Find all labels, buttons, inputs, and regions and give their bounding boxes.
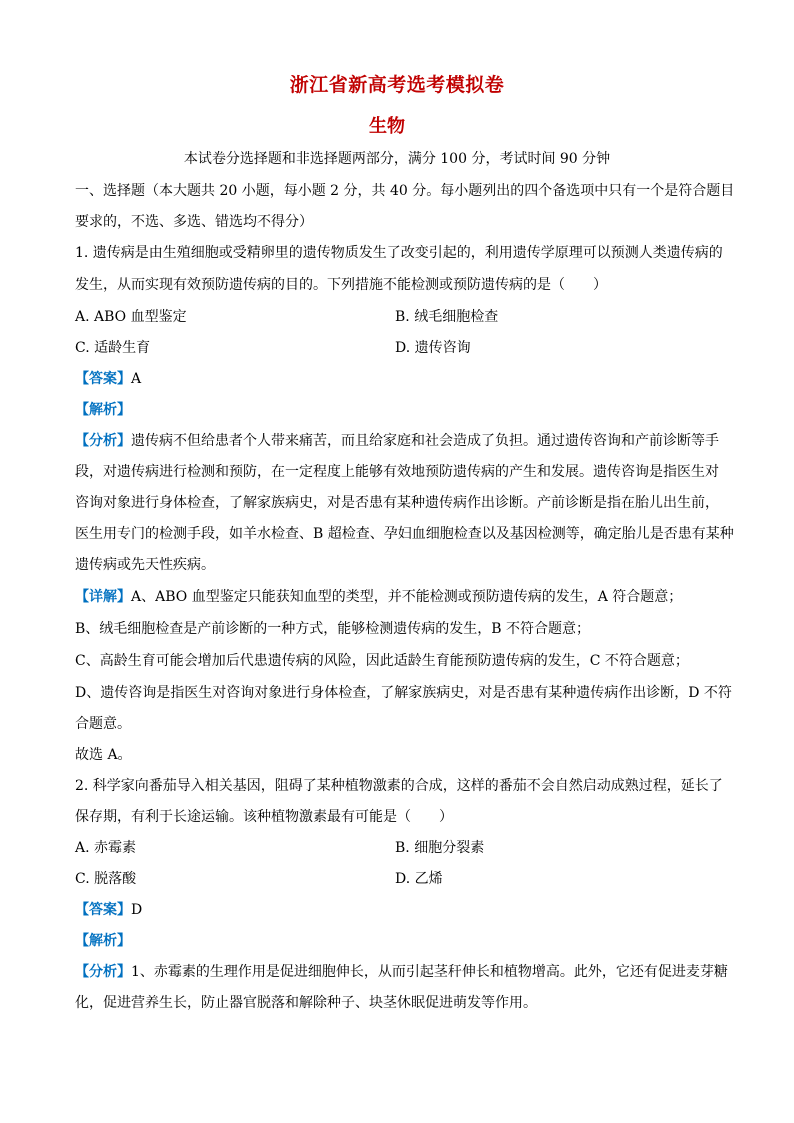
q1-analysis-label-text: 【解析】 <box>75 402 131 418</box>
q1-detail-line3: C、高龄生育可能会增加后代患遗传病的风险，因此适龄生育能预防遗传病的发生，C 不符合题意； <box>75 653 689 669</box>
q1-stem-line1: 1. 遗传病是由生殖细胞或受精卵里的遗传物质发生了改变引起的，利用遗传学原理可以预测人类遗传病的 <box>75 245 723 261</box>
q2-option-a: A. 赤霉素 <box>75 840 137 856</box>
q1-stem-line2: 发生，从而实现有效预防遗传病的目的。下列措施不能检测或预防遗传病的是（ ） <box>75 277 607 293</box>
q1-analysis-line5: 遗传病或先天性疾病。 <box>75 557 215 573</box>
q2-analysis-text1: 1、赤霉素的生理作用是促进细胞伸长，从而引起茎秆伸长和植物增高。此外，它还有促进麦芽糖 <box>131 964 728 980</box>
q1-analysis-tag: 【分析】 <box>75 433 131 449</box>
q1-conclusion: 故选 A。 <box>75 747 132 763</box>
q1-option-a: A. ABO 血型鉴定 <box>75 309 187 325</box>
q1-detail-tag: 【详解】 <box>75 589 131 605</box>
q1-detail-line5: 合题意。 <box>75 716 131 732</box>
section-heading-line2: 要求的，不选、多选、错选均不得分） <box>75 214 313 230</box>
q2-answer-value: D <box>131 902 143 918</box>
q1-answer <box>75 370 141 388</box>
q2-option-c: C. 脱落酸 <box>75 871 137 887</box>
exam-instructions: 本试卷分选择题和非选择题两部分，满分 100 分，考试时间 90 分钟 <box>183 151 611 167</box>
q1-option-c: C. 适龄生育 <box>75 340 151 356</box>
q1-detail-line2: B、绒毛细胞检查是产前诊断的一种方式，能够检测遗传病的发生，B 不符合题意； <box>75 621 591 637</box>
q1-analysis-label <box>75 401 131 419</box>
q1-analysis-line1 <box>75 432 719 450</box>
q2-analysis-label <box>75 932 131 950</box>
q1-detail-line1 <box>75 588 682 606</box>
q1-analysis-line2: 段，对遗传病进行检测和预防，在一定程度上能够有效地预防遗传病的产生和发展。遗传咨询是指医生对 <box>75 464 719 480</box>
q2-analysis-line1 <box>75 963 728 981</box>
q2-analysis-label-text: 【解析】 <box>75 933 131 949</box>
q1-answer-value: A <box>131 371 142 387</box>
q1-analysis-text1: 遗传病不但给患者个人带来痛苦，而且给家庭和社会造成了负担。通过遗传咨询和产前诊断等手 <box>131 433 719 449</box>
q2-answer-label: 【答案】 <box>75 902 131 918</box>
q1-analysis-line3: 咨询对象进行身体检查，了解家族病史，对是否患有某种遗传病作出诊断。产前诊断是指在胎儿出生前， <box>75 495 719 511</box>
q1-detail-line4: D、遗传咨询是指医生对咨询对象进行身体检查，了解家族病史，对是否患有某种遗传病作出诊断，D 不符 <box>75 685 732 701</box>
subject-title: 生物 <box>369 116 405 137</box>
q2-stem-line1: 2. 科学家向番茄导入相关基因，阻碍了某种植物激素的合成，这样的番茄不会自然启动成熟过程，延长了 <box>75 778 723 794</box>
q2-analysis-tag: 【分析】 <box>75 964 131 980</box>
q2-option-d: D. 乙烯 <box>395 871 443 887</box>
q2-analysis-line2: 化，促进营养生长，防止器官脱落和解除种子、块茎休眠促进萌发等作用。 <box>75 995 537 1011</box>
q1-analysis-line4: 医生用专门的检测手段，如羊水检查、B 超检查、孕妇血细胞检查以及基因检测等，确定胎儿是否患有某种 <box>75 526 734 542</box>
q2-answer <box>75 901 142 919</box>
q2-option-b: B. 细胞分裂素 <box>395 840 485 856</box>
section-heading-line1: 一、选择题（本大题共 20 小题，每小题 2 分，共 40 分。每小题列出的四个备选项中只有一个是符合题目 <box>75 183 735 199</box>
q1-answer-label: 【答案】 <box>75 371 131 387</box>
q2-stem-line2: 保存期，有利于长途运输。该种植物激素最有可能是（ ） <box>75 809 453 825</box>
q1-option-b: B. 绒毛细胞检查 <box>395 309 499 325</box>
q1-option-d: D. 遗传咨询 <box>395 340 471 356</box>
q1-detail-text1: A、ABO 血型鉴定只能获知血型的类型，并不能检测或预防遗传病的发生，A 符合题意； <box>131 589 683 605</box>
page-title: 浙江省新高考选考模拟卷 <box>289 74 505 96</box>
